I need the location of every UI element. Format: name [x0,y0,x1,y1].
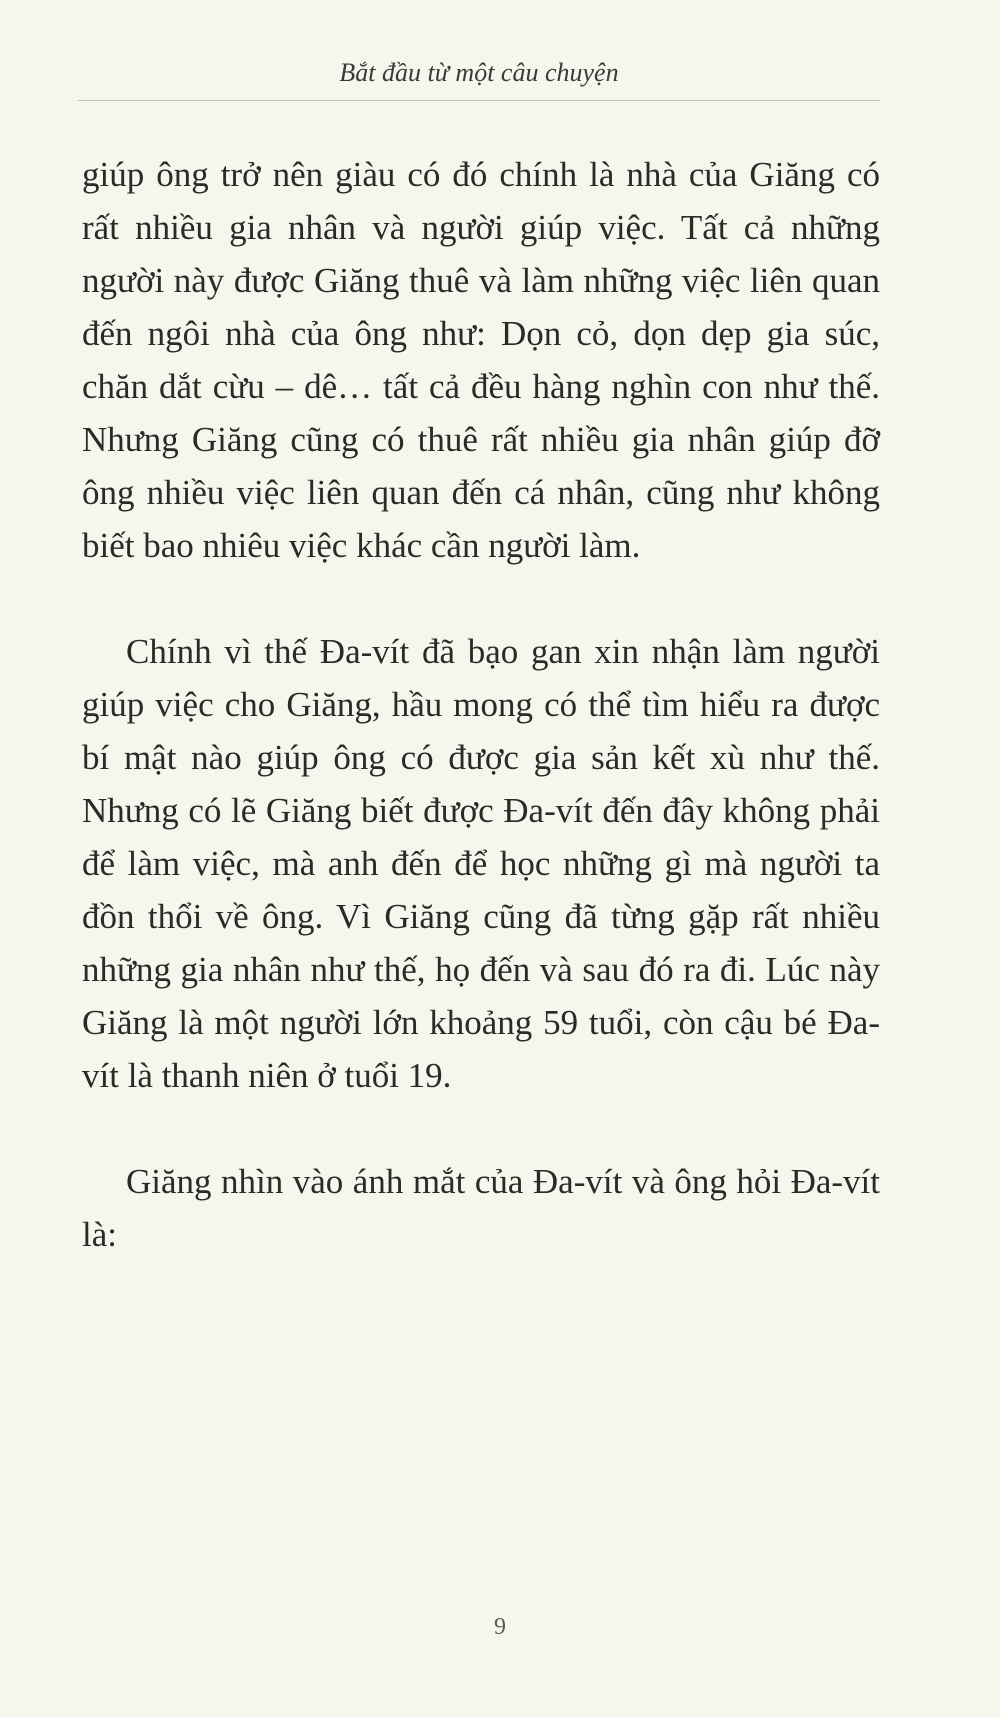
page-number: 9 [494,1614,506,1640]
paragraph: Chính vì thế Đa-vít đã bạo gan xin nhận làm người giúp việc cho Giăng, hầu mong có thể tìm hiểu ra được bí mật nào giúp ông có được gia sản kết xù như thế. Nhưng có lẽ Giăng biết được Đa-vít đến đây không phải để làm việc, mà anh đến để học những gì mà người ta đồn thổi về ông. Vì Giăng cũng đã từng gặp rất nhiều những gia nhân như thế, họ đến và sau đó ra đi. Lúc này Giăng là một người lớn khoảng 59 tuổi, còn cậu bé Đa-vít là thanh niên ở tuổi 19. [82,632,880,1095]
header-divider [78,100,880,101]
paragraph-continued: giúp ông trở nên giàu có đó chính là nhà của Giăng có rất nhiều gia nhân và người giúp việc. Tất cả những người này được Giăng thuê và làm những việc liên quan đến ngôi nhà của ông như: Dọn cỏ, dọn dẹp gia súc, chăn dắt cừu – dê… tất cả đều hàng nghìn con như thế. Nhưng Giăng cũng có thuê rất nhiều gia nhân giúp đỡ ông nhiều việc liên quan đến cá nhân, cũng như không biết bao nhiêu việc khác cần người làm. [82,155,880,565]
running-header: Bắt đầu từ một câu chuyện [339,58,619,87]
body-text [82,148,880,1261]
paragraph: Giăng nhìn vào ánh mắt của Đa-vít và ông hỏi Đa-vít là: [82,1162,880,1254]
